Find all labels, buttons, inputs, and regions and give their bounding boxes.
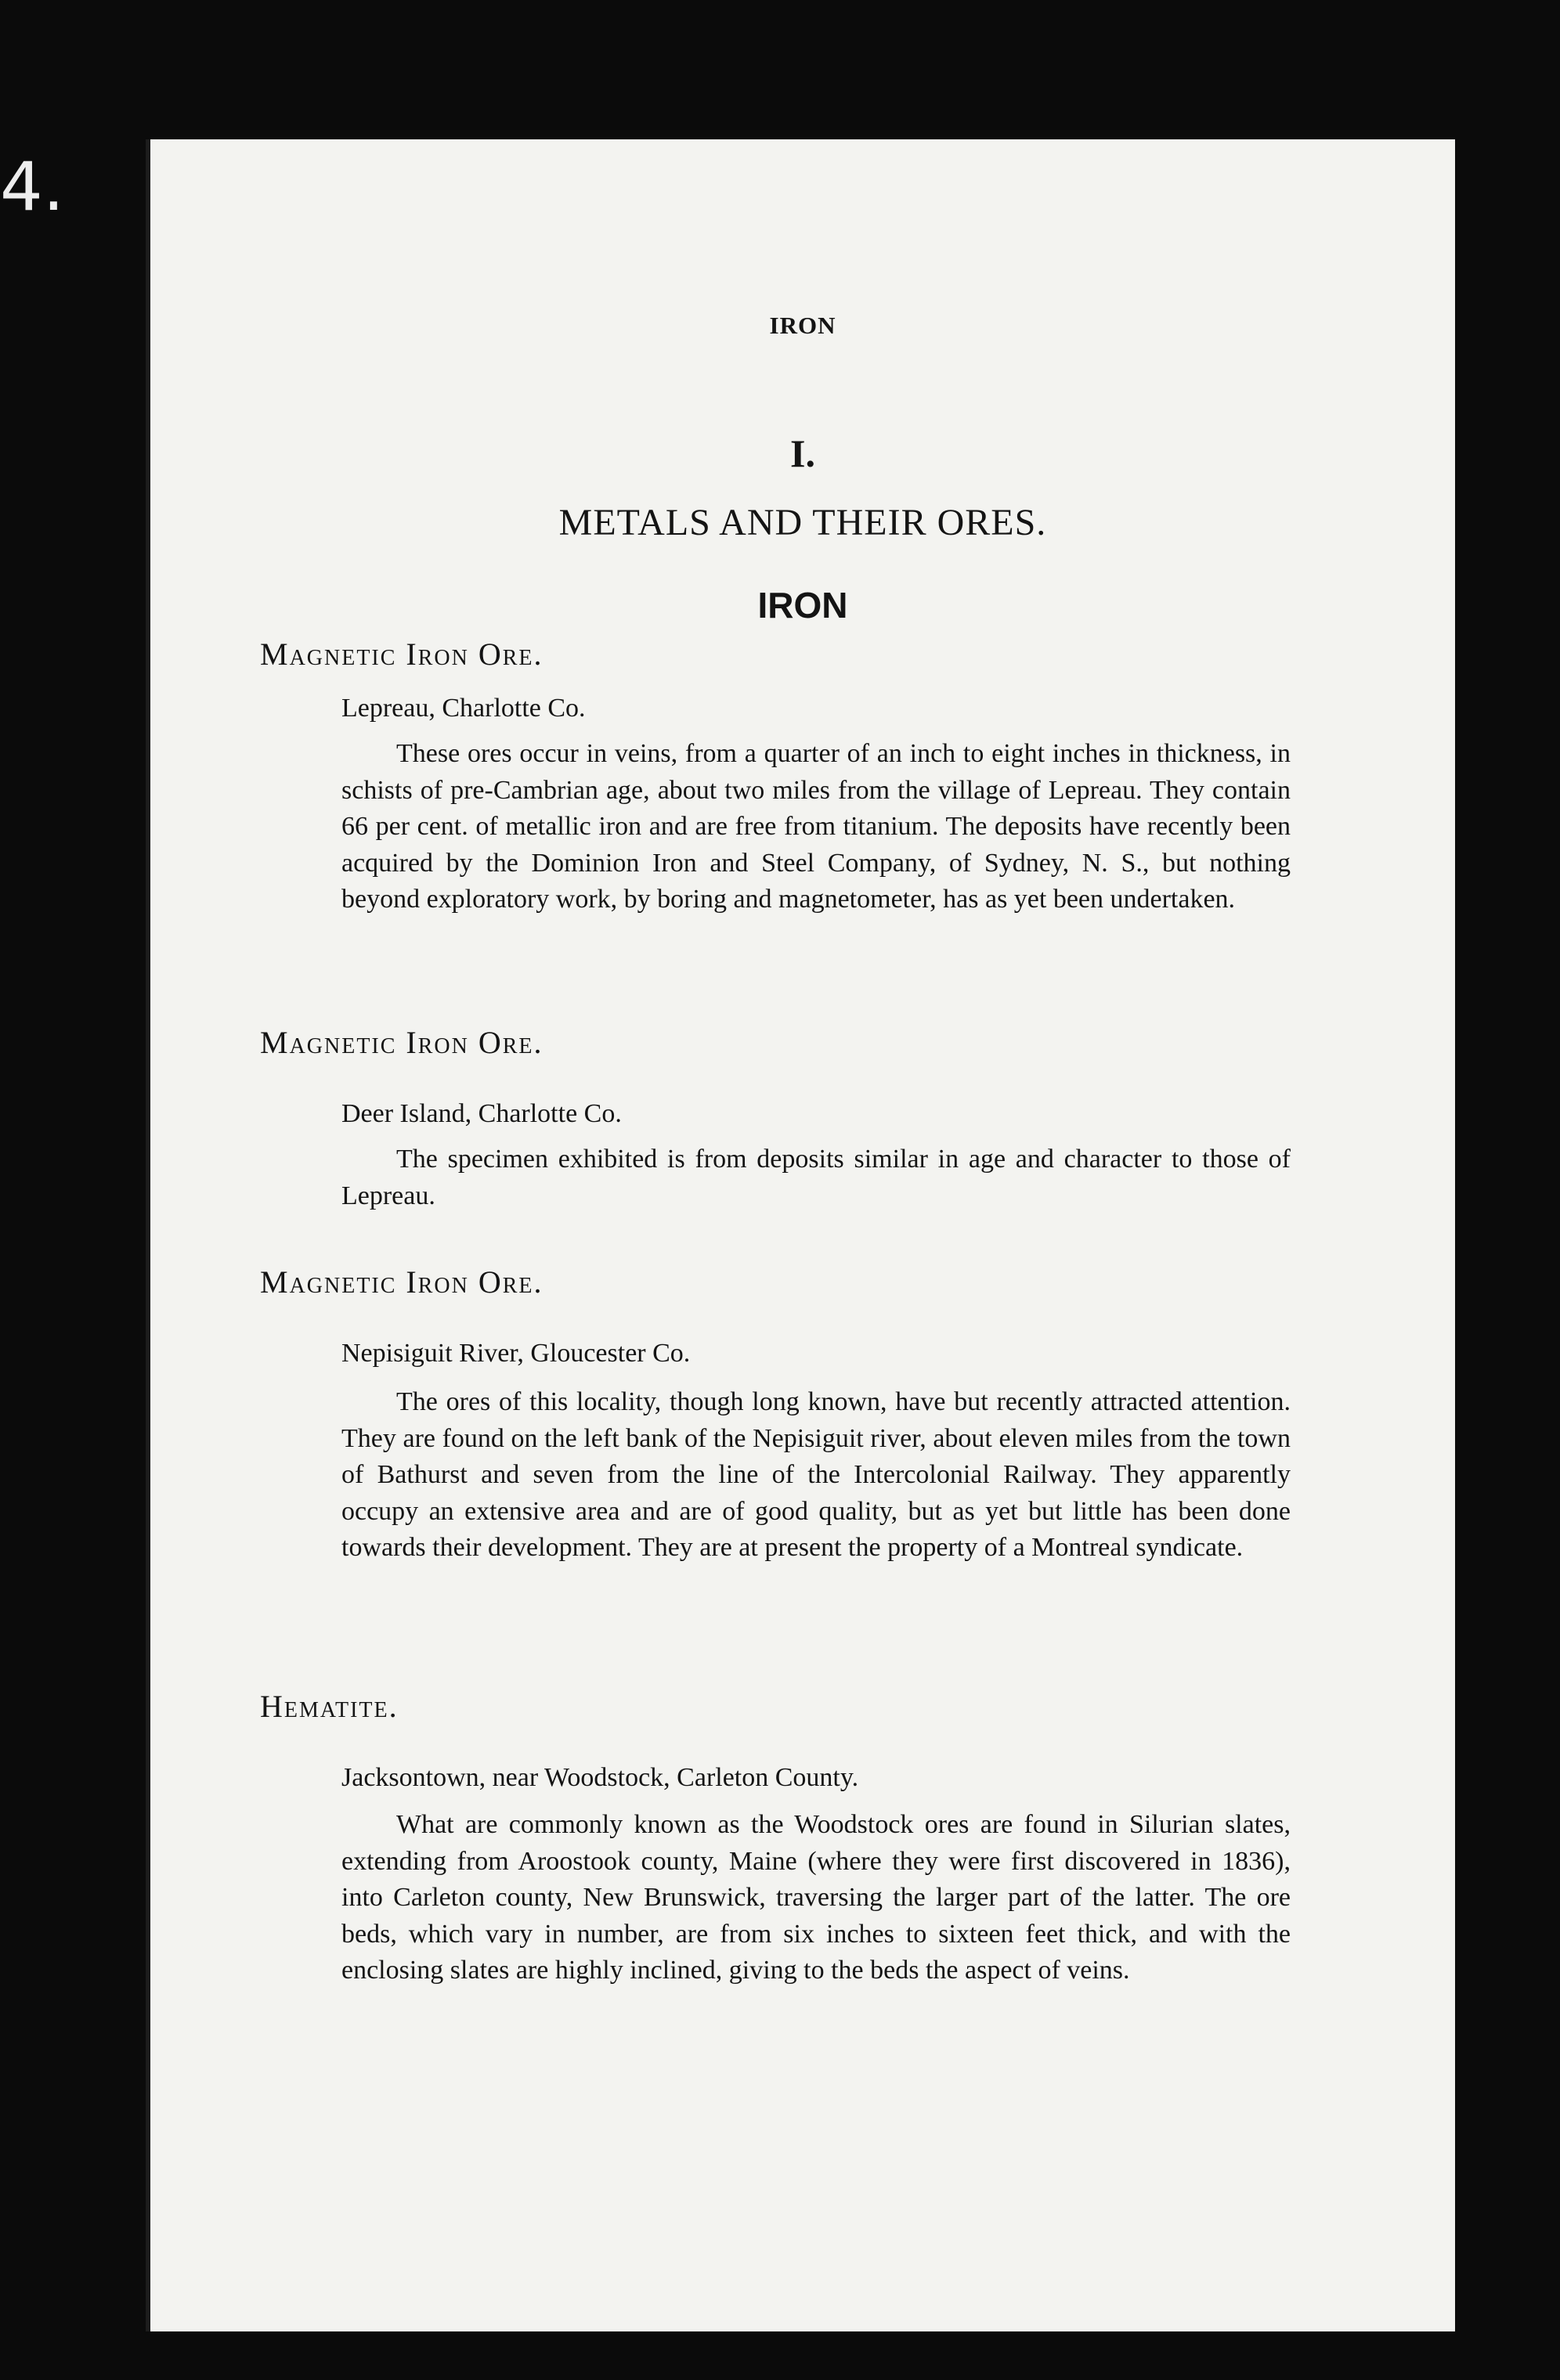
margin-note: 4. <box>0 148 65 226</box>
sub-title: IRON <box>757 585 848 626</box>
entry-text: The specimen exhibited is from deposits similar in age and character to those of Lepreau. <box>341 1145 1291 1210</box>
entry-heading: Magnetic Iron Ore. <box>260 1025 543 1060</box>
entry-text: What are commonly known as the Woodstock ores are found in Silurian slates, extending from Aroostook county, Maine (where they were first discovered in 1836), into Carleton county, New Brunswick, traversing the larger part of the latter. The ore beds, which vary in number, are from six inches to sixteen feet thick, and with the enclosing slates are highly inclined, giving to the beds the aspect of veins. <box>341 1810 1291 1985</box>
entry-locality: Deer Island, Charlotte Co. <box>341 1099 622 1128</box>
page-content <box>150 139 1455 2331</box>
entry-locality: Nepisiguit River, Gloucester Co. <box>341 1339 691 1368</box>
entry-locality: Lepreau, Charlotte Co. <box>341 694 586 723</box>
section-title: METALS AND THEIR ORES. <box>558 502 1047 543</box>
running-head: IRON <box>769 312 836 339</box>
entry-heading: Hematite. <box>260 1689 399 1724</box>
section-number: I. <box>790 431 815 475</box>
entry-heading: Magnetic Iron Ore. <box>260 1264 543 1300</box>
entry-text: The ores of this locality, though long known, have but recently attracted attention. They are found on the left bank of the Nepisiguit river, about eleven miles from the town of Bathurst and seven from the line of the Intercolonial Railway. They apparently occupy an extensive area and are of good quality, but as yet but little has been done towards their development. They are at present the property of a Montreal syndicate. <box>341 1387 1291 1562</box>
entry-text: These ores occur in veins, from a quarter of an inch to eight inches in thickness, in schists of pre-Cambrian age, about two miles from the village of Lepreau. They contain 66 per cent. of metallic iron and are free from titanium. The deposits have recently been acquired by the Dominion Iron and Steel Company, of Sydney, N. S., but nothing beyond exploratory work, by boring and magnetometer, has as yet been undertaken. <box>341 739 1291 914</box>
document-page <box>146 139 1455 2331</box>
entry-locality: Jacksontown, near Woodstock, Carleton County. <box>341 1763 859 1792</box>
entry-heading: Magnetic Iron Ore. <box>260 636 543 672</box>
